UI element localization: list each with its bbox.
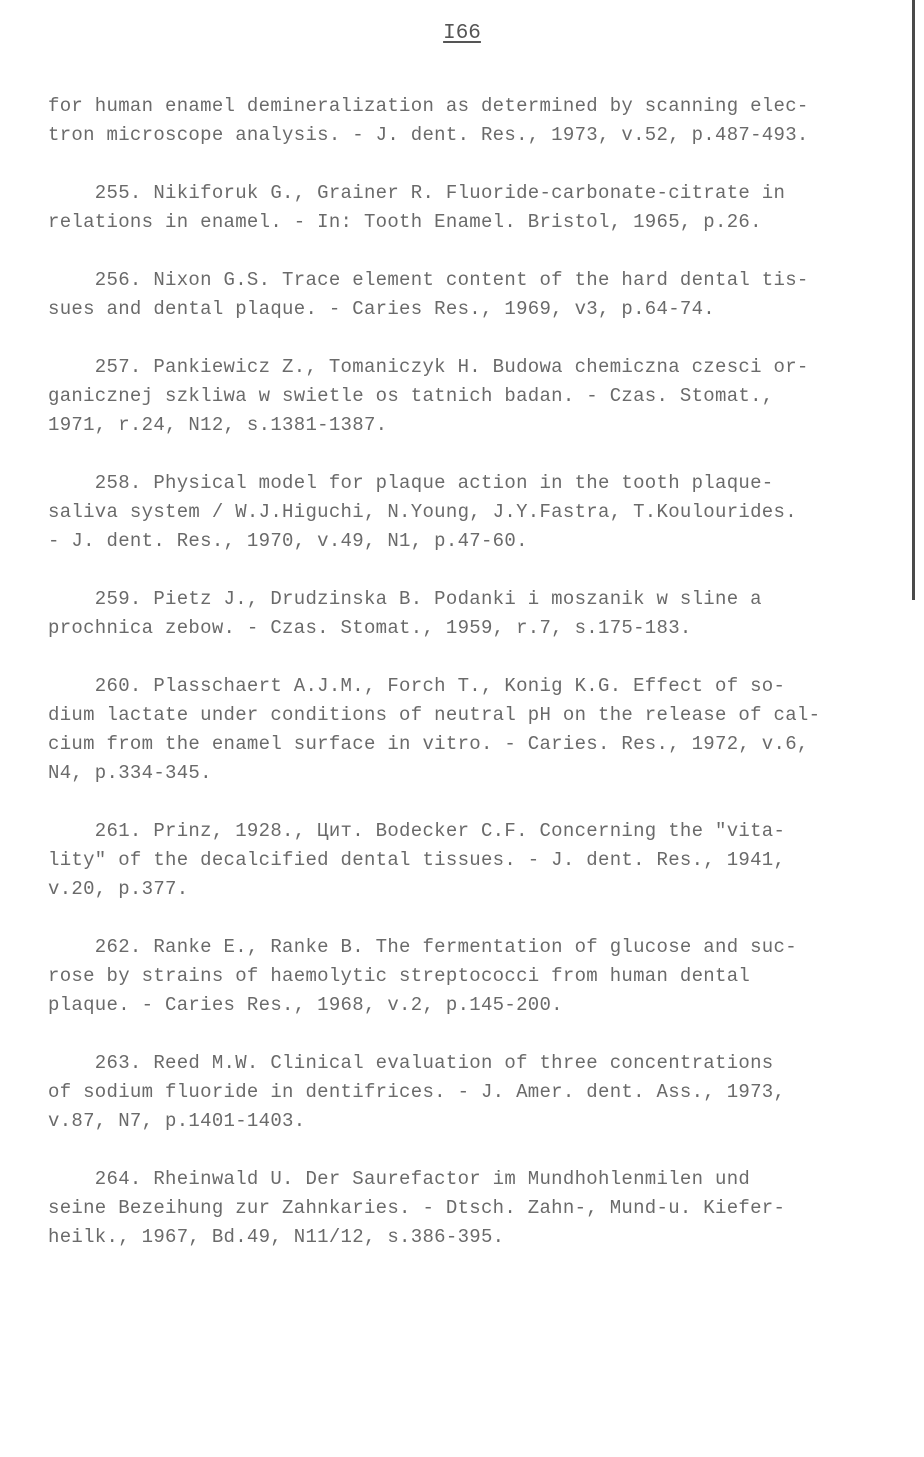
entry-line: plaque. - Caries Res., 1968, v.2, p.145-200. xyxy=(48,994,563,1016)
entry-line: 259. Pietz J., Drudzinska B. Podanki i moszanik w sline a xyxy=(48,588,762,610)
entry-line: heilk., 1967, Bd.49, N11/12, s.386-395. xyxy=(48,1226,505,1248)
entry-line: cium from the enamel surface in vitro. - Caries. Res., 1972, v.6, xyxy=(48,733,809,755)
bibliography-entry xyxy=(48,92,898,150)
entry-line: 260. Plasschaert A.J.M., Forch T., Konig K.G. Effect of so- xyxy=(48,675,786,697)
entry-line: 264. Rheinwald U. Der Saurefactor im Mundhohlenmilen und xyxy=(48,1168,751,1190)
entry-line: 1971, r.24, N12, s.1381-1387. xyxy=(48,414,388,436)
entry-line: 261. Prinz, 1928., Цит. Bodecker C.F. Concerning the "vita- xyxy=(48,820,786,842)
bibliography-entry xyxy=(48,266,898,324)
entry-line: 256. Nixon G.S. Trace element content of the hard dental tis- xyxy=(48,269,809,291)
entry-line: relations in enamel. - In: Tooth Enamel. Bristol, 1965, p.26. xyxy=(48,211,762,233)
entry-line: lity" of the decalcified dental tissues. - J. dent. Res., 1941, xyxy=(48,849,786,871)
entry-line: v.20, p.377. xyxy=(48,878,189,900)
entry-line: 258. Physical model for plaque action in the tooth plaque- xyxy=(48,472,774,494)
bibliography-list xyxy=(48,92,898,1252)
bibliography-entry xyxy=(48,1165,898,1252)
entry-line: rose by strains of haemolytic streptococci from human dental xyxy=(48,965,751,987)
entry-line: dium lactate under conditions of neutral pH on the release of cal- xyxy=(48,704,821,726)
entry-line: 262. Ranke E., Ranke B. The fermentation of glucose and suc- xyxy=(48,936,797,958)
entry-line: prochnica zebow. - Czas. Stomat., 1959, r.7, s.175-183. xyxy=(48,617,692,639)
entry-line: 255. Nikiforuk G., Grainer R. Fluoride-carbonate-citrate in xyxy=(48,182,786,204)
entry-line: sues and dental plaque. - Caries Res., 1969, v3, p.64-74. xyxy=(48,298,716,320)
bibliography-entry xyxy=(48,817,898,904)
entry-line: saliva system / W.J.Higuchi, N.Young, J.Y.Fastra, T.Koulourides. xyxy=(48,501,797,523)
entry-line: tron microscope analysis. - J. dent. Res., 1973, v.52, p.487-493. xyxy=(48,124,809,146)
entry-line: 257. Pankiewicz Z., Tomaniczyk H. Budowa chemiczna czesci or- xyxy=(48,356,809,378)
bibliography-entry xyxy=(48,585,898,643)
entry-line: for human enamel demineralization as determined by scanning elec- xyxy=(48,95,809,117)
page-edge-line xyxy=(912,0,915,600)
page-number: I66 xyxy=(443,22,481,45)
bibliography-entry xyxy=(48,1049,898,1136)
bibliography-entry xyxy=(48,933,898,1020)
entry-line: ganicznej szkliwa w swietle os tatnich badan. - Czas. Stomat., xyxy=(48,385,774,407)
bibliography-entry xyxy=(48,179,898,237)
entry-line: of sodium fluoride in dentifrices. - J. Amer. dent. Ass., 1973, xyxy=(48,1081,786,1103)
entry-line: v.87, N7, p.1401-1403. xyxy=(48,1110,306,1132)
entry-line: - J. dent. Res., 1970, v.49, N1, p.47-60. xyxy=(48,530,528,552)
entry-line: N4, p.334-345. xyxy=(48,762,212,784)
bibliography-entry xyxy=(48,469,898,556)
entry-line: 263. Reed M.W. Clinical evaluation of three concentrations xyxy=(48,1052,774,1074)
bibliography-entry xyxy=(48,672,898,788)
bibliography-entry xyxy=(48,353,898,440)
entry-line: seine Bezeihung zur Zahnkaries. - Dtsch. Zahn-, Mund-u. Kiefer- xyxy=(48,1197,786,1219)
